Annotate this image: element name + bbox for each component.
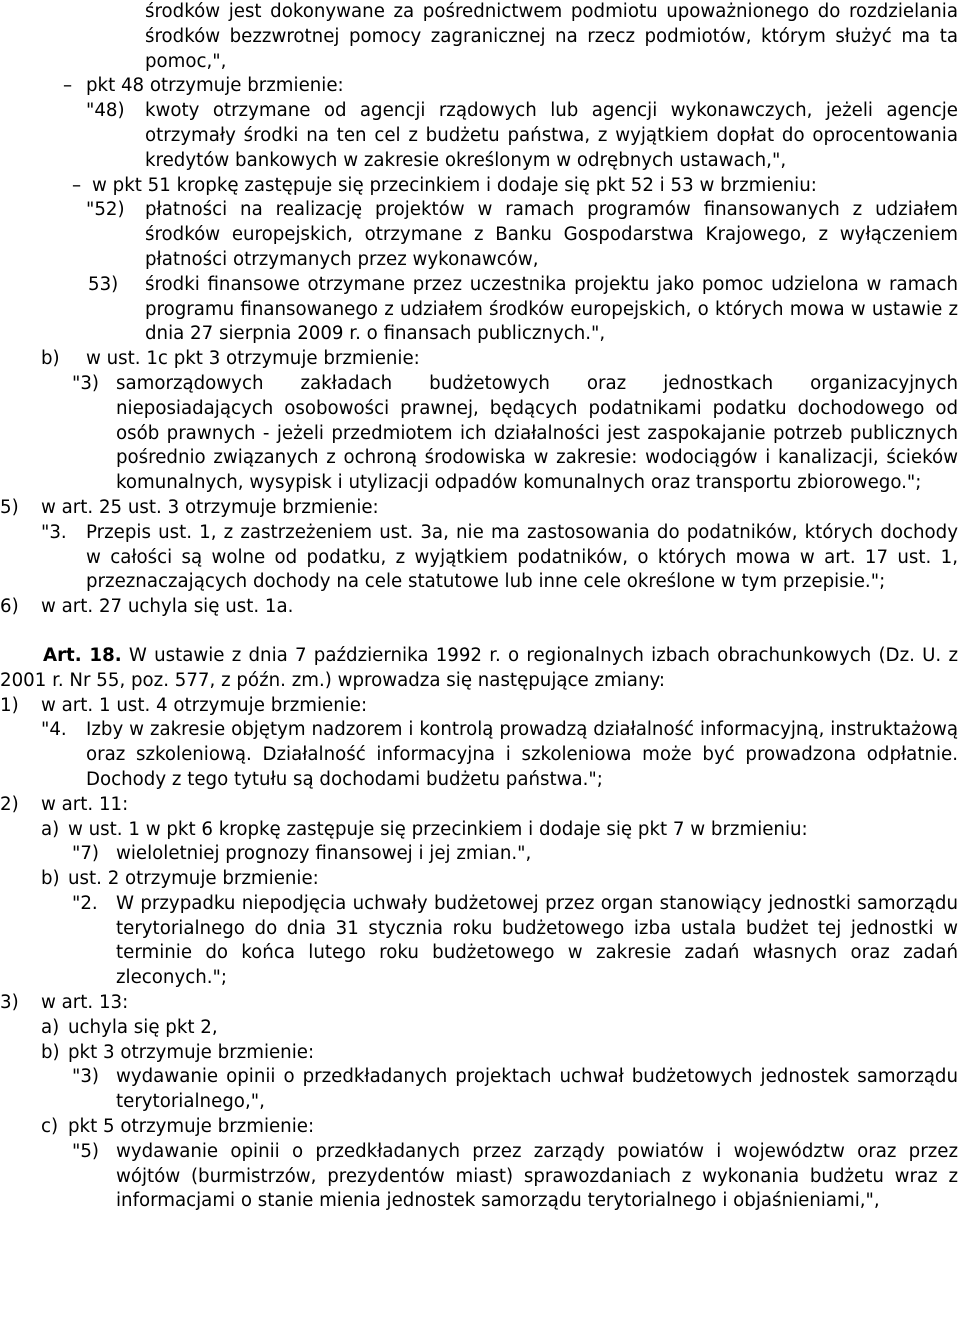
list-item	[0, 1016, 960, 1041]
list-item-marker: "7)	[72, 843, 100, 865]
list-item-text: płatności na realizację projektów w ramach programów finansowanych z udziałem środków europejskich, otrzymane z Banku Gospodarstwa Krajowego, z wyłączeniem płatności otrzymanych przez wykonawców,	[145, 199, 958, 270]
list-item-text: środki finansowe otrzymane przez uczestnika projektu jako pomoc udzielona w ramach programu finansowanego z udziałem środków europejskich, o których mowa w ustawie z dnia 27 sierpnia 2009 r. o finansach publicznych.",	[145, 273, 958, 345]
list-item-text: Przepis ust. 1, z zastrzeżeniem ust. 3a, nie ma zastosowania do podatników, których dochody w całości są wolne od podatku, z wyjątkiem podatników, o których mowa w art. 17 ust. 1, przeznaczających dochody na cele statutowe lub inne cele określone w tym przepisie.";	[86, 521, 958, 593]
list-item-marker: b)	[41, 868, 60, 890]
list-item	[0, 718, 960, 792]
continuation-paragraph	[0, 0, 960, 74]
list-item-text: w art. 1 ust. 4 otrzymuje brzmienie:	[41, 694, 368, 716]
list-item-text: ust. 2 otrzymuje brzmienie:	[68, 868, 319, 890]
list-item	[0, 496, 960, 521]
list-item	[0, 521, 960, 595]
list-item	[0, 818, 960, 843]
list-item	[0, 892, 960, 991]
list-item-text: wydawanie opinii o przedkładanych projektach uchwał budżetowych jednostek samorządu terytorialnego,",	[116, 1066, 958, 1113]
list-item	[0, 842, 960, 867]
list-item	[0, 1041, 960, 1066]
list-item-text: pkt 48 otrzymuje brzmienie:	[86, 75, 344, 97]
list-item-text: pkt 3 otrzymuje brzmienie:	[68, 1041, 315, 1063]
list-item	[0, 793, 960, 818]
list-item-marker: 6)	[0, 596, 19, 618]
list-item-text: w art. 25 ust. 3 otrzymuje brzmienie:	[41, 496, 379, 518]
list-item	[0, 372, 960, 496]
list-item-text: kwoty otrzymane od agencji rządowych lub agencji wykonawczych, jeżeli agencje otrzymały środki na ten cel z budżetu państwa, z wyjątkiem dopłat do oprocentowania kredytów bankowych w zakresie określonym w odrębnych ustawach,",	[145, 100, 958, 171]
article-text: Art. 18. W ustawie z dnia 7 października 1992 r. o regionalnych izbach obrachunkowych (Dz. U. z 2001 r. Nr 55, poz. 577, z późn. zm.) wprowadza się następujące zmiany:	[0, 644, 958, 691]
list-item-marker: 1)	[0, 694, 19, 716]
list-item-marker: –	[72, 174, 82, 196]
list-item	[0, 991, 960, 1016]
list-item-marker: 3)	[0, 992, 19, 1014]
list-item-marker: "3)	[72, 1066, 100, 1088]
list-item-text: uchyla się pkt 2,	[68, 1016, 218, 1038]
list-item	[0, 867, 960, 892]
list-item-marker: 2)	[0, 793, 19, 815]
article-label: Art. 18.	[43, 644, 122, 666]
list-item-text: W przypadku niepodjęcia uchwały budżetowej przez organ stanowiący jednostki samorządu terytorialnego do dnia 31 stycznia roku budżetowego izba ustala budżet tej jednostki w terminie do końca lutego roku budżetowego w zakresie zadań własnych oraz zadań zleconych.";	[116, 892, 958, 989]
list-item-text: pkt 5 otrzymuje brzmienie:	[68, 1116, 315, 1138]
list-item-text: w art. 11:	[41, 793, 129, 815]
list-item-marker: a)	[41, 818, 60, 840]
list-item	[0, 198, 960, 272]
list-item	[0, 99, 960, 173]
paragraph-gap	[0, 620, 960, 644]
list-item-marker: 5)	[0, 496, 19, 518]
list-item-marker: 53)	[88, 273, 119, 295]
list-item-marker: "3.	[41, 521, 67, 543]
list-item	[0, 1115, 960, 1140]
list-item-marker: c)	[41, 1116, 59, 1138]
list-item	[0, 347, 960, 372]
article-paragraph	[0, 644, 960, 694]
list-item-marker: –	[63, 75, 73, 97]
list-item-marker: b)	[41, 1041, 60, 1063]
list-item-text: samorządowych zakładach budżetowych oraz jednostkach organizacyjnych nieposiadających osobowości prawnej, będących podatnikami podatku dochodowego od osób prawnych - jeżeli przedmiotem ich działalności jest zaspokajanie potrzeb publicznych pośrednio związanych z ochroną środowiska w zakresie: wodociągów i kanalizacji, ścieków komunalnych, wysypisk i utylizacji odpadów komunalnych oraz transportu zbiorowego.";	[116, 372, 958, 494]
list-item	[0, 174, 960, 199]
list-item	[0, 1140, 960, 1214]
list-item	[0, 694, 960, 719]
list-item-marker: "52)	[86, 199, 125, 221]
list-item-marker: "3)	[72, 372, 100, 394]
list-item-marker: "4.	[41, 719, 67, 741]
list-item-text: środków jest dokonywane za pośrednictwem podmiotu upoważnionego do rozdzielania środków bezzwrotnej pomocy zagranicznej na rzecz podmiotów, którym służyć ma ta pomoc,",	[145, 1, 958, 72]
list-item-text: w art. 27 uchyla się ust. 1a.	[41, 596, 294, 618]
list-item-marker: a)	[41, 1016, 60, 1038]
list-item-text: wieloletniej prognozy finansowej i jej zmian.",	[116, 843, 532, 865]
list-item-marker: "5)	[72, 1140, 100, 1162]
list-item-text: w art. 13:	[41, 992, 129, 1014]
list-item-text: w pkt 51 kropkę zastępuje się przecinkiem i dodaje się pkt 52 i 53 w brzmieniu:	[92, 174, 817, 196]
list-item	[0, 273, 960, 347]
list-item-text: w ust. 1c pkt 3 otrzymuje brzmienie:	[86, 348, 420, 370]
list-item	[0, 1065, 960, 1115]
list-item-text: wydawanie opinii o przedkładanych przez zarządy powiatów i województw oraz przez wójtów (burmistrzów, prezydentów miast) sprawozdaniach z wykonania budżetu wraz z informacjami o stanie mienia jednostek samorządu terytorialnego i objaśnieniami,",	[116, 1140, 958, 1212]
list-item-text: Izby w zakresie objętym nadzorem i kontrolą prowadzą działalność informacyjną, instruktażową oraz szkoleniową. Działalność informacyjna i szkoleniowa może być prowadzona odpłatnie. Dochody z tego tytułu są dochodami budżetu państwa.";	[86, 719, 958, 790]
list-item-marker: "48)	[86, 100, 125, 122]
list-item	[0, 595, 960, 620]
list-item-text: w ust. 1 w pkt 6 kropkę zastępuje się przecinkiem i dodaje się pkt 7 w brzmieniu:	[68, 818, 808, 840]
list-item-marker: "2.	[72, 892, 98, 914]
list-item-marker: b)	[41, 348, 60, 370]
list-item	[0, 74, 960, 99]
